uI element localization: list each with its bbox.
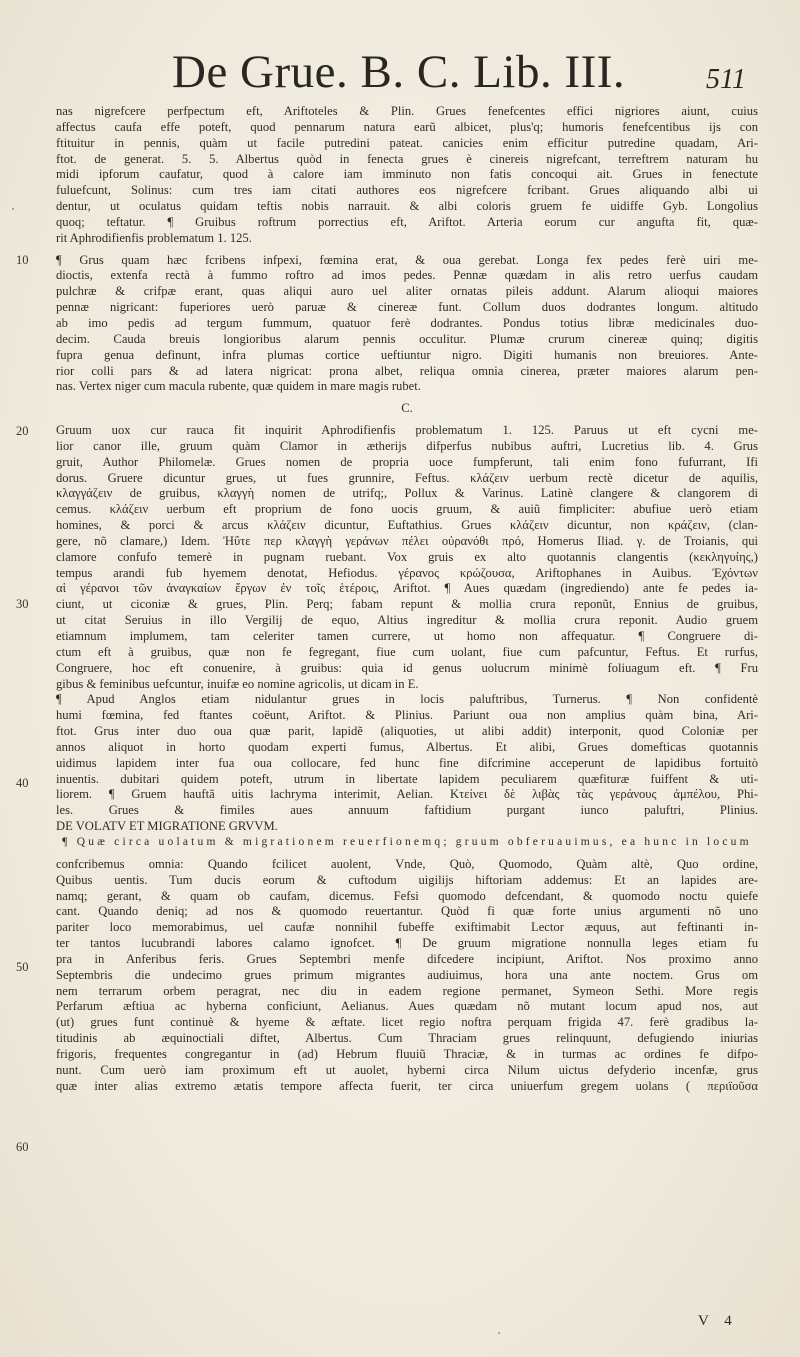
text-line: pennæ nigricant: fuperiores uerò paruæ & cinereæ funt. Collum duos dodrantes longum. altitudo <box>56 300 758 315</box>
text-line: (ut) grues funt continuè & hyeme & æftate. licet regio noftra perquam frigida 47. ferè gradibus la- <box>56 1015 758 1030</box>
text-line: pariter loco memorabimus, uel caufæ nonnihil fubeffe exiftimabit Lector æquus, aut feftinanti in- <box>56 920 758 935</box>
text-line: dorus. Gruere dicuntur grues, ut fues grunnire, Feftus. κλάζειν uerbum rectè dicetur de aquilis, <box>56 470 758 485</box>
text-line: liorem. ¶ Gruem hauftã uitis lachryma interimit, Aelian. Κτείνει δὲ λιβὰς τὰς γεράνους ἀμπέλου, Phi- <box>56 787 758 802</box>
text-line: les. Grues & fimiles aues annuum faftidium purgant iunco paluftri, Plinius. <box>56 803 758 818</box>
text-line: ¶ Apud Anglos etiam nidulantur grues in locis paluftribus, Turnerus. ¶ Non confidentè <box>56 692 758 707</box>
text-line: annos aliquot in horto quodam experti fumus, Albertus. Et alibi, Grues domefticas quotannis <box>56 739 758 754</box>
text-line: Quibus uentis. Tum ducis eorum & cuftodum uigilijs hiftoriam addemus: Et an lapides are- <box>56 872 758 887</box>
text-line: ut citat Seruius in illo Vergilij de equo, Altius ingreditur & mollia crura reponit. Audio gruem <box>56 613 758 628</box>
text-line: αἱ γέρανοι τῶν ἀναγκαίων ἔργων ἐν τοῖς ἑτέροις, Ariftot. ¶ Aues quædam (ingrediendo) ante fe pedes ia- <box>56 581 758 596</box>
margin-line-number: 50 <box>16 960 29 974</box>
margin-line-number: 60 <box>16 1140 29 1154</box>
text-line: Congruere, hoc eft conuenire, à gruibus: quia id genus uolucrum minimè foliuagum eft. ¶ Fru <box>56 660 758 675</box>
text-line: nas nigrefcere perfpectum eft, Ariftoteles & Plin. Grues fenefcentes effici nigriores aiunt, cuius <box>56 104 758 118</box>
text-line: quoq; teftatur. ¶ Gruibus roftrum porrectius eft, Ariftot. Arteria eorum cur angufta fit, quæ- <box>56 214 758 229</box>
margin-line-number: 30 <box>16 597 29 611</box>
section-heading: ¶ Quæ circa uolatum & migrationem reuerfionemq; gruum obferuauimus, ea hunc in locum <box>62 835 752 848</box>
text-line: uidimus lapidem inter fua oua collocare, fed hunc fine difcrimine acceperunt de lapidibus fortuitò <box>56 755 758 770</box>
running-head: De Grue. B. C. Lib. III. <box>172 46 626 98</box>
text-line: frigoris, frequentes congregantur in (ad) Hebrum fluuiũ Thraciæ, & in turmas ac ordines fe difpo- <box>56 1046 758 1061</box>
text-line: midi ipforum caufatur, quod à calore iam imminuto non fatis concoqui ait. Grues in fenectute <box>56 167 758 182</box>
margin-line-number: 20 <box>16 424 29 438</box>
paper-speck <box>12 208 14 210</box>
text-line: Gruum uox cur rauca fit inquirit Aphrodifienfis problematum 1. 125. Paruus ut eft cycni me- <box>56 423 758 438</box>
text-line: ftot. Grus inter duo oua quæ parit, lapidẽ (aliquoties, ut alibi addit) interponit, quod Coloniæ per <box>56 724 758 739</box>
text-line: fuluefcunt, Solinus: cum tres iam citati authores eos nigrefcere fcribant. Grues aliquando albi ui <box>56 183 758 198</box>
text-line: ctum eft à gruibus, quæ non fe fegregant, fiue cum uolant, fiue cum pafcuntur, Feftus. Et rurfus, <box>56 644 758 659</box>
text-line: rior colli pars & ad latera nigricat: prona albet, reliqua omnia cinerea, præter maiores alarum pen- <box>56 363 758 378</box>
text-line: ftot. de generat. 5. 5. Albertus quòd in fenecta grues è cinereis nigrefcant, terreftrem naturam hu <box>56 151 758 166</box>
text-line: inuentis. dubitari quidem poteft, utrum in libertate lapidem peculiarem quæfituræ fuiffent & uti- <box>56 771 758 786</box>
text-line: gere, nõ clamare,) Idem. Ἠΰτε περ κλαγγὴ γεράνων πέλει οὐρανόθι πρό, Homerus Iliad. γ. de Troianis, qui <box>56 533 758 548</box>
text-line: ciunt, ut ciconiæ & grues, Plin. Perq; fabam repunt & mollia crura reponũt, Ennius de gruibus, <box>56 597 758 612</box>
text-line: pulchræ & crifpæ erant, quas aliqui auro uel aliter ornatas pileis addunt. Alarum alioqui maiores <box>56 284 758 299</box>
text-line: dentur, ut oculatus quidam teftis nobis narrauit. & albi coloris gruem fe uidiffe Gyb. Longolius <box>56 199 758 214</box>
text-line: rit Aphrodifienfis problematum 1. 125. <box>56 230 252 245</box>
text-line: κλαγγάζειν de gruibus, κλαγγὴ nomen de utrifq;, Pollux & Varinus. Latinè clangere & clangorem di <box>56 486 758 501</box>
page-number: 511 <box>706 64 746 95</box>
text-line: nas. Vertex niger cum macula rubente, quæ quidem in mare magis rubet. <box>56 379 421 394</box>
text-line: pra in Anferibus feris. Grues Septembri menfe difcedere incipiunt, Ariftot. Nos proximo anno <box>56 951 758 966</box>
signature-mark: V 4 <box>698 1313 738 1329</box>
text-line: dioctis, extenfa rectà à fummo roftro ad imos pedes. Pennæ quædam in alis retro uerfus caudam <box>56 268 758 283</box>
text-line: quæ inter alias extremo ætatis tempore affecta fuerit, ter circa uniuerfum gregem uolans ( περιϊοῦσα <box>56 1078 758 1093</box>
text-line: gruit, Author Philomelæ. Grues nomen de propria uoce fumpferunt, tali enim fono fufurrant, Ifi <box>56 454 758 469</box>
margin-line-number: 10 <box>16 253 29 267</box>
text-line: tempus arandi fub hyemem denotat, Hefiodus. γέρανος κρώζουσα, Ariftophanes in Auibus. Ἐχόντων <box>56 565 758 580</box>
text-line: cant. Quando deniq; ad nos & quomodo reuertantur. Quòd fi quæ forte unius argumenti nõ uno <box>56 904 758 919</box>
text-line: fupra genua definunt, infra plumas cortice ueftiuntur nigro. Digiti humanis non breuiores. Ante- <box>56 347 758 362</box>
paper-speck <box>498 1332 500 1334</box>
text-line: nunt. Cum uerò iam proximum eft ut auolet, hyberni circa Nilum uictus defyderio incenfæ, grus <box>56 1062 758 1077</box>
text-line: DE VOLATV ET MIGRATIONE GRVVM. <box>56 819 278 834</box>
text-line: affectus caufa effe poteft, quod pennarum natura earũ albicet, plus'q; humoris fenefcentibus ijs con <box>56 119 758 134</box>
page-header <box>0 42 800 102</box>
text-line: ¶ Grus quam hæc fcribens infpexi, fœmina erat, & oua gerebat. Longa fex pedes ferè uiri me- <box>56 252 758 267</box>
text-line: homines, & porci & arcus κλάζειν dicuntur, Euftathius. Grues κλάζειν dicuntur, non κράζειν, (clan- <box>56 518 758 533</box>
text-line: titudinis ab æquinoctiali diftet, Albertus. Cum Thraciam grues relinquunt, defugiendo iniurias <box>56 1031 758 1046</box>
text-line: Septembris die undecimo grues primum migrantes audiuimus, hora una ante noctem. Grus om <box>56 967 758 982</box>
section-letter: C. <box>401 401 413 416</box>
body-text <box>56 104 758 1094</box>
text-line: nem terrarum orbem peragrat, nec diu in eadem regione permanet, Symeon Sethi. More regis <box>56 983 758 998</box>
text-line: cemus. κλάζειν uerbum eft proprium de fono uocis gruum, & auiũ fimpliciter: abufiue uerò etiam <box>56 502 758 517</box>
margin-line-number: 40 <box>16 776 29 790</box>
text-line: gibus & feminibus uefcuntur, inuifæ eo nomine agricolis, ut dicam in E. <box>56 676 419 691</box>
text-line: clamore confufo temerè in pugnam ruebant. Vox gruis ex alto quotannis clangentis (κεκληγυίης,) <box>56 549 758 564</box>
text-line: etiamnum implumem, tam celeriter tamen currere, ut homo non affequatur. ¶ Congruere di- <box>56 629 758 643</box>
text-line: lior canor ille, gruum quàm Clamor in ætherijs difperfus nubibus auftri, Lucretius lib. 4. Grus <box>56 438 758 453</box>
text-line: ftituitur in pennis, quàm ut facile putredini pateat. canicies enim efficitur putredine quadam, Ari- <box>56 135 758 150</box>
text-line: ab imo pedis ad tergum fummum, quatuor ferè dodrantes. Pondus totius libræ medicinales duo- <box>56 315 758 330</box>
text-line: namq; gerant, & quam ob caufam, dicemus. Fefsi quomodo defcendant, & quomodo noctu quiefe <box>56 888 758 903</box>
text-line: ter tantos lucubrandi labores calamo ignofcet. ¶ De gruum migratione nonnulla leges etiam fu <box>56 936 758 951</box>
text-line: Perfarum æftiua ac hyberna conficiunt, Aelianus. Aues quædam nõ mutant locum apud nos, aut <box>56 999 758 1014</box>
text-line: decim. Cauda breuis longioribus alarum pennis occulitur. Plumæ crurum cinereæ quinq; digitis <box>56 331 758 346</box>
text-line: confcribemus omnia: Quando fcilicet auolent, Vnde, Quò, Quomodo, Quàm altè, Quo ordine, <box>56 856 758 871</box>
text-line: humi fœmina, fed ftantes coëunt, Ariftot. & Plinius. Pariunt oua non amplius quàm bina, Ari- <box>56 708 758 723</box>
